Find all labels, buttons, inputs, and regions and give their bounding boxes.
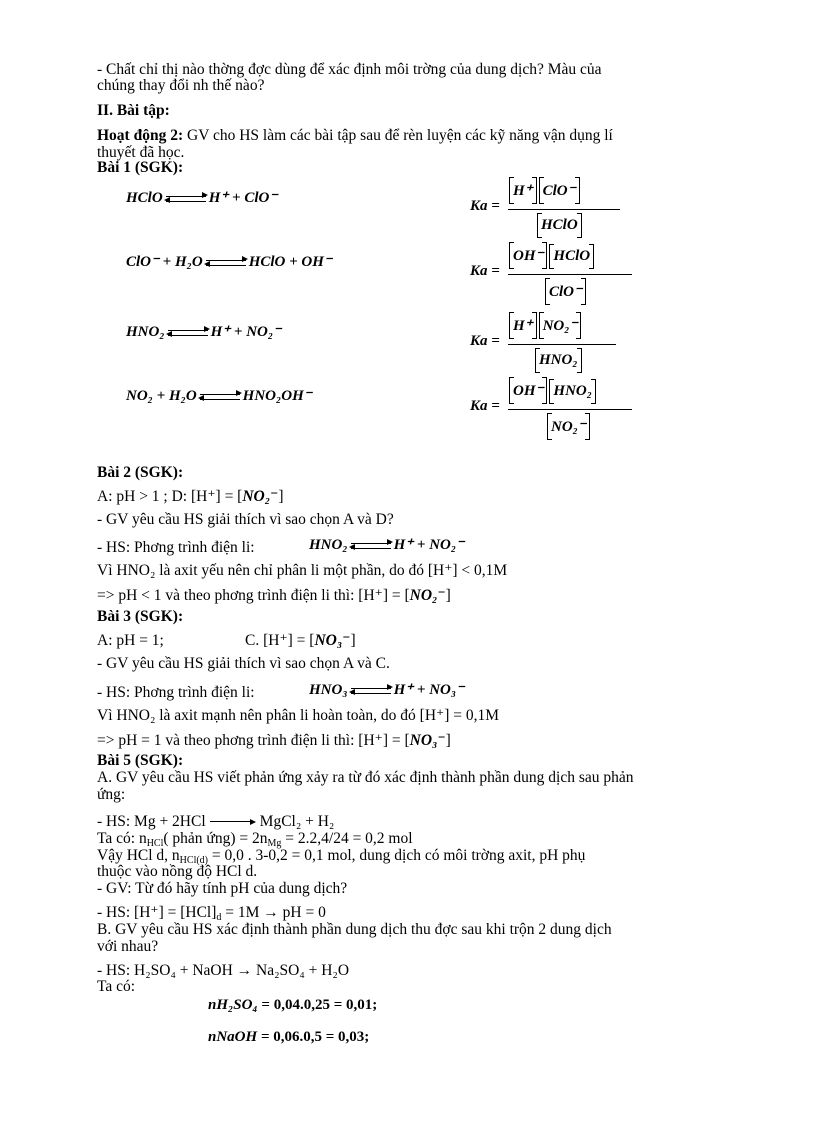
calc-h2so4: nH₂SO₄ = 0,04.0,25 = 0,01;	[208, 997, 378, 1013]
text-line: thuộc vào nồng độ HCl d.	[97, 863, 258, 880]
text-line: A: pH = 1; C. [H⁺] = [NO₃⁻]	[97, 632, 356, 649]
text-line: A. GV yêu cầu HS viết phản ứng xảy ra từ đó xác định thành phần dung dịch sau phản	[97, 769, 634, 786]
equilibrium-arrow-icon	[349, 686, 393, 696]
text-line: - HS: Mg + 2HCl MgCl₂ + H₂	[97, 813, 335, 830]
text-line	[97, 128, 613, 144]
text-line: Ta có:	[97, 978, 136, 995]
text-line: với nhau?	[97, 938, 159, 955]
equilibrium-arrow-icon	[164, 194, 208, 204]
text-line: - HS: Phơng trình điện li: HNO₃ H⁺ + NO₃⁻	[97, 682, 465, 701]
equation-1: HClO H⁺ + ClO⁻	[126, 190, 278, 206]
equilibrium-arrow-icon	[204, 258, 248, 268]
text-line: - HS: $[H^+] = [HCl]_d = 1M$ → pH = 0	[97, 904, 326, 923]
equation-6: HNO₃ H⁺ + NO₃⁻	[309, 682, 465, 698]
text-line: B. GV yêu cầu HS xác định thành phần dung dịch thu đợc sau khi trộn 2 dung dịch	[97, 921, 612, 938]
activity-label: Hoạt động 2:	[97, 127, 184, 144]
text-line: ứng:	[97, 786, 126, 803]
text-line: Vậy HCl d, $n_{HCl(d)} = 0,0$ . 3-0,2 = 0,1 mol, dung dịch có môi trờng axit, pH phụ	[97, 847, 586, 866]
text-line: - GV yêu cầu HS giải thích vì sao chọn A và C.	[97, 655, 390, 672]
right-arrow-icon	[210, 819, 256, 825]
exercise-heading: Bài 5 (SGK):	[97, 752, 184, 769]
exercise-heading: Bài 1 (SGK):	[97, 159, 184, 176]
ka-expression-2: Ka = OH⁻ HClO ClO⁻	[470, 243, 650, 305]
exercise-heading: Bài 2 (SGK):	[97, 464, 184, 481]
ka-expression-1: Ka = H⁺ ClO⁻ HClO	[470, 178, 650, 238]
equilibrium-arrow-icon	[349, 541, 393, 551]
text-line: Vì HNO₂ là axit mạnh nên phân li hoàn toàn, do đó [H⁺] = 0,1M	[97, 707, 500, 724]
equilibrium-arrow-icon	[198, 392, 242, 402]
text-line: Vì HNO₂ là axit yếu nên chỉ phân li một phần, do đó [H⁺] < 0,1M	[97, 562, 508, 579]
text-line: - HS: Phơng trình điện li: HNO₂ H⁺ + NO₂⁻	[97, 537, 465, 556]
ka-expression-4: Ka = OH⁻ HNO₂ NO₂⁻	[470, 378, 650, 440]
calc-naoh: nNaOH = 0,06.0,5 = 0,03;	[208, 1029, 370, 1045]
text-line: => pH < 1 và theo phơng trình điện li thì: [H⁺] = [NO₂⁻]	[97, 587, 451, 604]
text-line: chúng thay đổi nh thế nào?	[97, 77, 265, 94]
text-line: - GV: Từ đó hãy tính pH của dung dịch?	[97, 880, 348, 897]
exercise-heading: Bài 3 (SGK):	[97, 608, 184, 625]
ka-expression-3: Ka = H⁺ NO₂⁻ HNO₂	[470, 313, 650, 375]
text-line: thuyết đã học.	[97, 144, 185, 161]
text-line: A: pH > 1 ; D: [H⁺] = [NO₂⁻]	[97, 488, 284, 505]
equation-2: ClO⁻ + H₂O HClO + OH⁻	[126, 254, 332, 270]
equation-5: HNO₂ H⁺ + NO₂⁻	[309, 537, 465, 553]
text-line: - HS: H₂SO₄ + NaOH → Na₂SO₄ + H₂O	[97, 962, 350, 979]
text-line: - GV yêu cầu HS giải thích vì sao chọn A và D?	[97, 511, 394, 528]
text-line: => pH = 1 và theo phơng trình điện li thì: [H⁺] = [NO₃⁻]	[97, 732, 451, 749]
equilibrium-arrow-icon	[166, 328, 210, 338]
section-heading: II. Bài tập:	[97, 102, 170, 119]
equation-3: HNO₂ H⁺ + NO₂⁻	[126, 324, 282, 340]
text-line: - Chất chỉ thị nào thờng đợc dùng để xác định môi trờng của dung dịch? Màu của	[97, 61, 602, 78]
activity-text: GV cho HS làm các bài tập sau để rèn luyện các kỹ năng vận dụng lí	[183, 127, 613, 144]
equation-4: NO₂ + H₂O HNO₂OH⁻	[126, 388, 312, 404]
text-line: Ta có: $n_{HCl}$( phản ứng) = $2n_{Mg} = 2.2,4/24 = 0,2$ mol	[97, 830, 413, 849]
